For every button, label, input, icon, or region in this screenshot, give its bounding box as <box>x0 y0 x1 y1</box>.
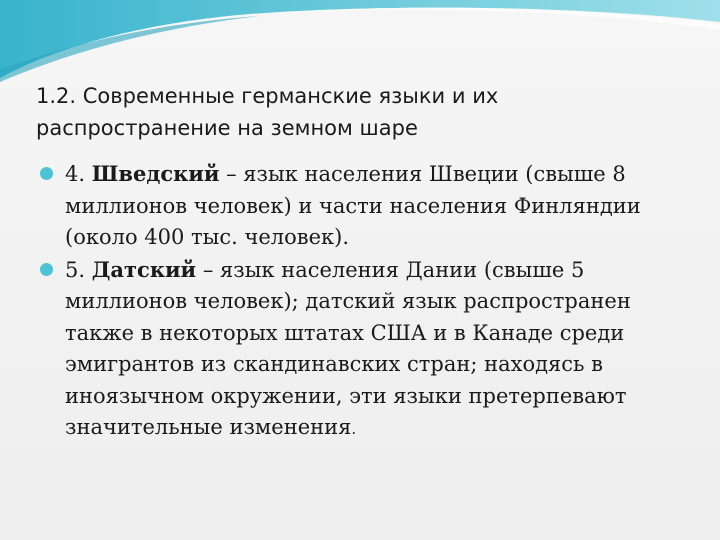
bullet-item-danish <box>36 254 696 446</box>
bullet-number: 4. <box>65 162 86 186</box>
language-name: Датский <box>91 256 197 282</box>
bullet-end-period: . <box>351 420 357 438</box>
slide-title: 1.2. Современные германские языки и их распространение на земном шаре <box>36 84 499 140</box>
bullet-item-swedish <box>36 158 696 254</box>
bullet-number: 5. <box>65 257 86 282</box>
bullet-text: – язык населения Дании (свыше 5 миллионов человек); датский язык распространен также в некоторых штатах США и в Канаде среди эмигрантов из скандинавских стран; находясь в иноязычном окружении, эти языки претерпевают значительные изменения <box>65 257 631 439</box>
header-wave-decoration <box>0 0 720 90</box>
bullet-list <box>36 158 696 446</box>
language-name: Шведский <box>91 161 220 186</box>
bullet-dot-icon <box>40 263 53 276</box>
bullet-dot-icon <box>40 167 53 180</box>
bullet-text: – язык населения Швеции (свыше 8 миллионов человек) и части населения Финляндии (около 400 тыс. человек). <box>65 162 641 249</box>
